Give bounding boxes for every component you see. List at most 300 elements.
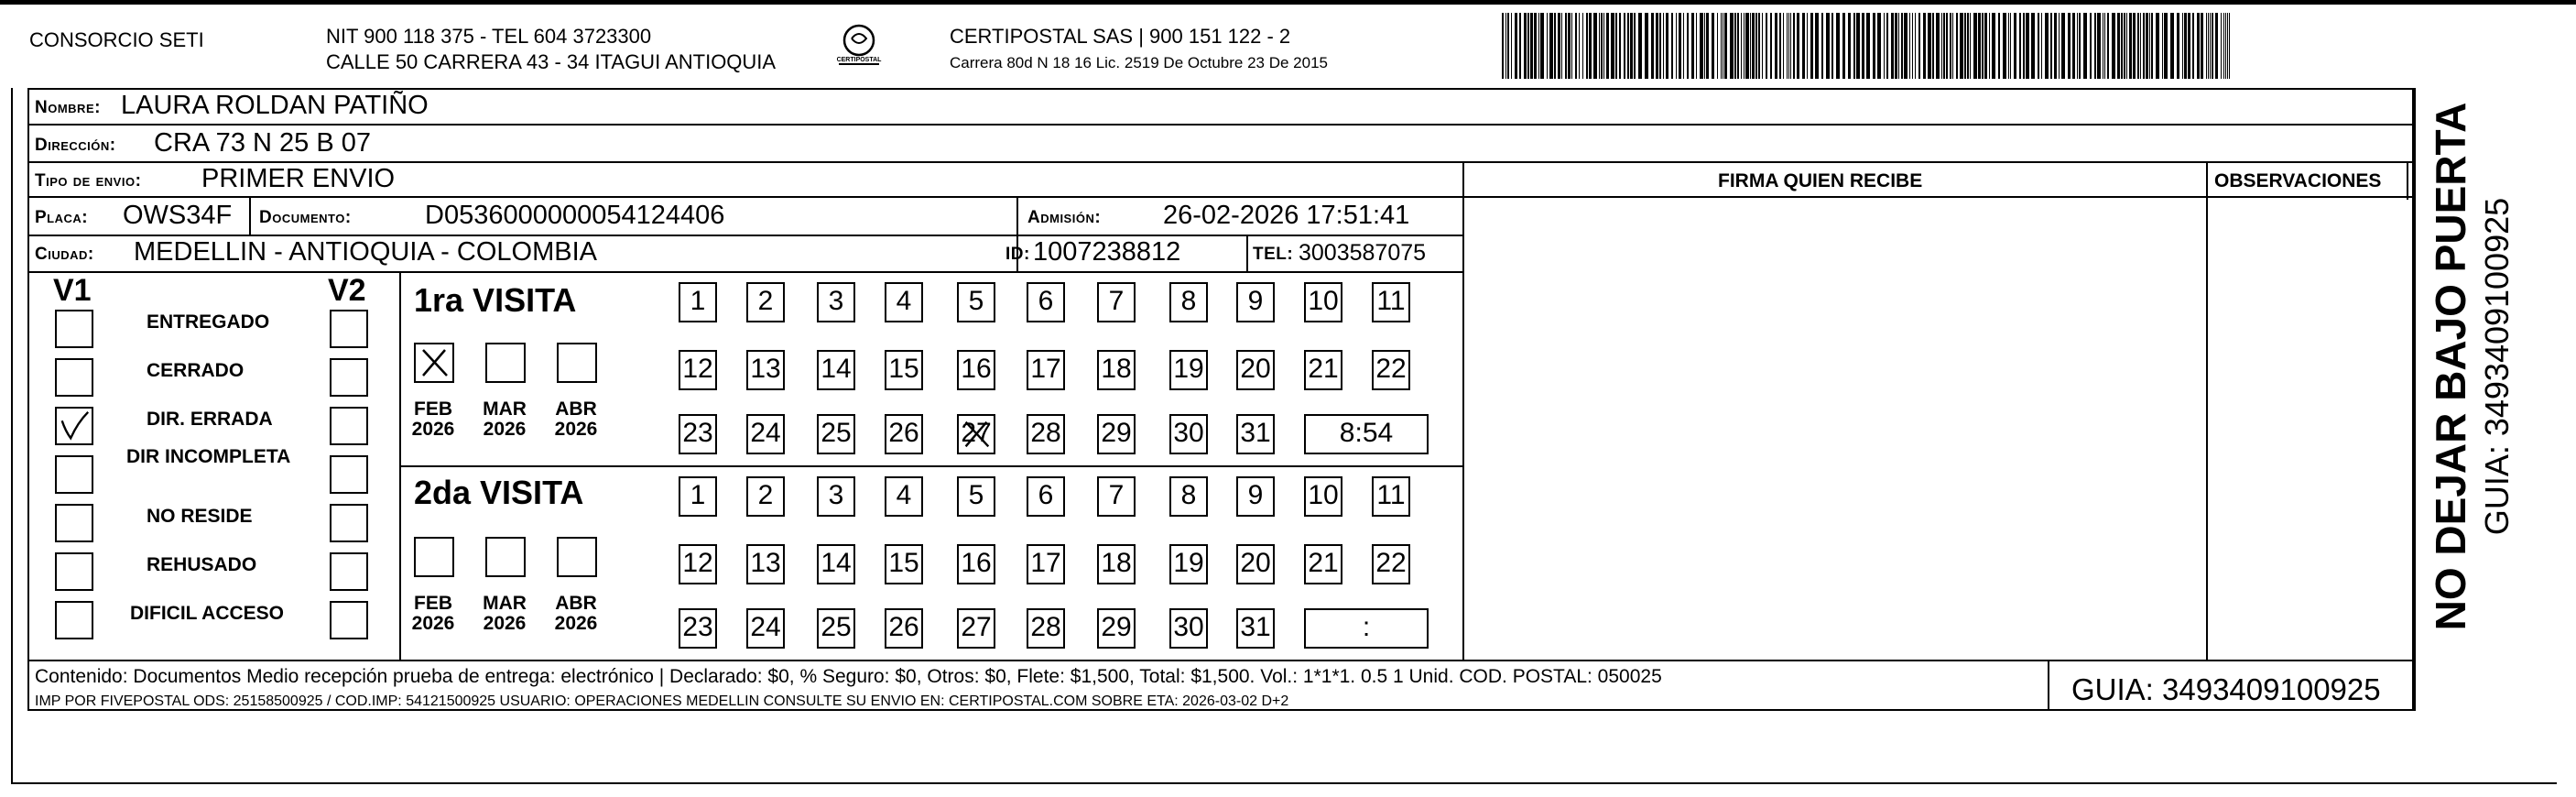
tel-value: 3003587075 <box>1299 240 1427 266</box>
barcode-bar <box>1663 13 1664 79</box>
barcode-bar <box>1534 13 1537 79</box>
barcode-bar <box>1744 13 1745 79</box>
barcode-bar <box>2182 13 2183 79</box>
barcode-bar <box>2129 13 2132 79</box>
v2-checkbox[interactable] <box>330 552 368 591</box>
barcode-bar <box>2143 13 2145 79</box>
day-box[interactable]: 22 <box>1372 350 1410 390</box>
barcode-bar <box>1606 13 1609 79</box>
barcode-bar <box>1790 13 1791 79</box>
barcode-bar <box>2210 13 2211 79</box>
day-box[interactable]: 15 <box>885 350 923 390</box>
barcode-bar <box>1807 13 1808 79</box>
v1-checkbox[interactable] <box>55 310 93 348</box>
day-box[interactable]: 29 <box>1097 414 1136 454</box>
placa-value: OWS34F <box>123 201 233 230</box>
barcode-bar <box>1866 13 1870 79</box>
barcode-bar <box>1797 13 1799 79</box>
barcode-bar <box>2059 13 2060 79</box>
side-guia: GUIA: 3493409100925 <box>2478 197 2516 536</box>
barcode-bar <box>1565 13 1567 79</box>
documento-label: Documento: <box>259 208 352 227</box>
barcode-bar <box>1973 13 1977 79</box>
day-box[interactable]: 3 <box>817 282 855 322</box>
barcode-bar <box>2149 13 2150 79</box>
admision-value: 26-02-2026 17:51:41 <box>1163 201 1410 230</box>
day-box[interactable]: 9 <box>1236 282 1275 322</box>
month-year: 2026 <box>483 613 527 635</box>
barcode-bar <box>1691 13 1694 79</box>
day-box[interactable]: 14 <box>817 350 855 390</box>
month-checkbox[interactable] <box>557 343 597 383</box>
day-box[interactable]: 30 <box>1169 608 1208 649</box>
nombre-label: Nombre: <box>35 98 101 117</box>
barcode-bar <box>1932 13 1934 79</box>
barcode-bar <box>2227 13 2228 79</box>
barcode-bar <box>1956 13 1958 79</box>
month-year: 2026 <box>483 419 527 441</box>
month-name: MAR <box>483 593 527 614</box>
day-box[interactable]: 26 <box>885 414 923 454</box>
v1-checkbox[interactable] <box>55 407 93 445</box>
day-box[interactable]: 25 <box>817 608 855 649</box>
logo-text: CERTIPOSTAL <box>836 57 882 63</box>
barcode-bar <box>1842 13 1845 79</box>
barcode-bar <box>1530 13 1533 79</box>
barcode-bar <box>1793 13 1795 79</box>
barcode-bar <box>1946 13 1948 79</box>
barcode-bar <box>2072 13 2075 79</box>
barcode-bar <box>1912 13 1913 79</box>
day-box[interactable]: 8 <box>1169 282 1208 322</box>
barcode-bar <box>1752 13 1755 79</box>
v1-checkbox[interactable] <box>55 552 93 591</box>
barcode-bar <box>1960 13 1963 79</box>
status-label: DIR INCOMPLETA <box>126 446 291 467</box>
barcode-bar <box>1601 13 1603 79</box>
barcode-bar <box>1884 13 1885 79</box>
barcode-bar <box>1831 13 1833 79</box>
barcode-bar <box>1853 13 1855 79</box>
barcode-bar <box>2068 13 2071 79</box>
barcode-bar <box>1586 13 1588 79</box>
barcode-bar <box>1967 13 1969 79</box>
barcode-bar <box>1984 13 1987 79</box>
month-checkbox[interactable] <box>557 537 597 577</box>
barcode-bar <box>1671 13 1673 79</box>
documento-value: D0536000000054124406 <box>425 201 725 230</box>
month-checkbox[interactable] <box>485 537 526 577</box>
day-box[interactable]: 13 <box>746 544 785 584</box>
barcode-bar <box>1923 13 1926 79</box>
day-box[interactable]: 28 <box>1027 414 1065 454</box>
barcode-bar <box>2104 13 2105 79</box>
barcode-bar <box>1599 13 1600 79</box>
barcode-bar <box>1676 13 1677 79</box>
barcode-bar <box>1770 13 1772 79</box>
day-box[interactable]: 16 <box>957 350 995 390</box>
month-label <box>546 594 606 634</box>
month-name: ABR <box>555 398 597 420</box>
day-box[interactable]: 12 <box>679 544 717 584</box>
day-box[interactable]: 11 <box>1372 282 1410 322</box>
month-name: FEB <box>414 593 452 614</box>
month-label <box>474 594 535 634</box>
barcode-bar <box>1836 13 1840 79</box>
barcode-bar <box>1645 13 1648 79</box>
day-box[interactable]: 6 <box>1027 476 1065 517</box>
barcode-bar <box>2137 13 2139 79</box>
day-box[interactable]: 25 <box>817 414 855 454</box>
barcode-bar <box>1700 13 1703 79</box>
day-box[interactable]: 11 <box>1372 476 1410 517</box>
barcode-bar <box>1901 13 1903 79</box>
barcode-bar <box>1936 13 1940 79</box>
barcode-bar <box>1683 13 1684 79</box>
barcode-bar <box>1679 13 1681 79</box>
barcode-bar <box>1575 13 1577 79</box>
day-box[interactable]: 27 <box>957 414 995 454</box>
barcode-bar <box>2188 13 2190 79</box>
v2-checkbox[interactable] <box>330 358 368 397</box>
ciudad-label: Ciudad: <box>35 245 94 264</box>
v1-checkbox[interactable] <box>55 601 93 639</box>
certipostal-line2: Carrera 80d N 18 16 Lic. 2519 De Octubre 23 De 2015 <box>950 54 1328 71</box>
day-box[interactable]: 17 <box>1027 350 1065 390</box>
barcode-bar <box>2212 13 2213 79</box>
barcode-bar <box>1538 13 1539 79</box>
day-box[interactable]: 15 <box>885 544 923 584</box>
barcode-bar <box>1730 13 1734 79</box>
day-box[interactable]: 4 <box>885 282 923 322</box>
barcode-bar <box>1877 13 1881 79</box>
barcode-bar <box>1750 13 1751 79</box>
barcode-bar <box>1527 13 1529 79</box>
no-dejar-bajo-puerta: NO DEJAR BAJO PUERTA <box>2427 102 2474 631</box>
month-year: 2026 <box>411 419 455 441</box>
barcode-bar <box>1898 13 1899 79</box>
barcode-bar <box>1928 13 1931 79</box>
barcode-bar <box>2156 13 2159 79</box>
tipo-envio-label: Tipo de envio: <box>35 171 142 191</box>
barcode-bar <box>2208 13 2209 79</box>
time-box[interactable]: 8:54 <box>1304 414 1429 454</box>
barcode-bar <box>2094 13 2096 79</box>
barcode-bar <box>1815 13 1819 79</box>
barcode-bar <box>1873 13 1875 79</box>
day-box[interactable]: 1 <box>679 476 717 517</box>
contenido-line: Contenido: Documentos Medio recepción prueba de entrega: electrónico | Declarado: $0, % Seguro: $0, Otros: $0, Flete: $1,500, Total: $1,500. Vol.: 1*1*1. 0.5 1 Unid. COD. POSTAL: 050025 <box>35 666 1662 687</box>
day-box[interactable]: 7 <box>1097 476 1136 517</box>
barcode-bar <box>1540 13 1544 79</box>
barcode-bar <box>1687 13 1689 79</box>
status-label: DIFICIL ACCESO <box>130 603 285 624</box>
barcode-bar <box>2126 13 2127 79</box>
barcode-bar <box>2090 13 2092 79</box>
barcode-bar <box>2206 13 2207 79</box>
barcode-bar <box>1659 13 1661 79</box>
day-box[interactable]: 1 <box>679 282 717 322</box>
barcode-bar <box>2061 13 2065 79</box>
day-box[interactable]: 31 <box>1236 414 1275 454</box>
barcode-bar <box>2177 13 2179 79</box>
barcode-bar <box>1561 13 1562 79</box>
month-year: 2026 <box>411 613 455 635</box>
month-name: MAR <box>483 398 527 420</box>
guia-footer: GUIA: 3493409100925 <box>2071 672 2381 706</box>
day-box[interactable]: 5 <box>957 282 995 322</box>
barcode-bar <box>2031 13 2035 79</box>
day-box[interactable]: 17 <box>1027 544 1065 584</box>
barcode-bar <box>2107 13 2109 79</box>
barcode-bar <box>2162 13 2163 79</box>
v2-checkbox[interactable] <box>330 455 368 494</box>
barcode-bar <box>1619 13 1621 79</box>
certipostal-line1: CERTIPOSTAL SAS | 900 151 122 - 2 <box>950 25 1291 48</box>
day-box[interactable]: 26 <box>885 608 923 649</box>
barcode-bar <box>1862 13 1864 79</box>
barcode-bar <box>2151 13 2153 79</box>
barcode-bar <box>1978 13 1981 79</box>
day-box[interactable]: 4 <box>885 476 923 517</box>
barcode-bar <box>1886 13 1888 79</box>
day-box[interactable]: 28 <box>1027 608 1065 649</box>
imp-line: IMP POR FIVEPOSTAL ODS: 25158500925 / COD.IMP: 54121500925 USUARIO: OPERACIONES MEDELLIN CONSULTE SU ENVIO EN: CERTIPOSTAL.COM SOBRE ETA: 2026-03-02 D+2 <box>35 693 1289 709</box>
month-label <box>403 399 463 440</box>
barcode-bar <box>2201 13 2203 79</box>
barcode-bar <box>2038 13 2039 79</box>
barcode-bar <box>1717 13 1718 79</box>
side-text <box>2425 92 2526 641</box>
barcode-bar <box>1615 13 1617 79</box>
barcode-bar <box>1611 13 1614 79</box>
barcode-bar <box>2026 13 2029 79</box>
barcode-bar <box>1524 13 1527 79</box>
day-box[interactable]: 2 <box>746 476 785 517</box>
barcode-bar <box>1634 13 1636 79</box>
day-box[interactable]: 27 <box>957 608 995 649</box>
barcode-bar <box>2225 13 2226 79</box>
barcode-bar <box>1712 13 1714 79</box>
barcode-bar <box>2215 13 2218 79</box>
barcode-bar <box>1989 13 1990 79</box>
day-box[interactable]: 18 <box>1097 544 1136 584</box>
month-checkbox[interactable] <box>414 537 454 577</box>
barcode-bar <box>2184 13 2187 79</box>
barcode-bar <box>1593 13 1597 79</box>
barcode-bar <box>1704 13 1705 79</box>
day-box[interactable]: 22 <box>1372 544 1410 584</box>
barcode-bar <box>1950 13 1951 79</box>
day-box[interactable]: 5 <box>957 476 995 517</box>
day-box[interactable]: 31 <box>1236 608 1275 649</box>
day-box[interactable]: 13 <box>746 350 785 390</box>
direccion-value: CRA 73 N 25 B 07 <box>154 128 371 158</box>
month-checkbox[interactable] <box>485 343 526 383</box>
day-box[interactable]: 10 <box>1304 282 1342 322</box>
barcode-bar <box>1821 13 1823 79</box>
status-label: REHUSADO <box>147 554 257 575</box>
time-box[interactable]: : <box>1304 608 1429 649</box>
barcode-bar <box>1507 13 1509 79</box>
day-box[interactable]: 24 <box>746 608 785 649</box>
day-box[interactable]: 30 <box>1169 414 1208 454</box>
month-name: ABR <box>555 593 597 614</box>
v2-label: V2 <box>328 273 366 308</box>
ciudad-value: MEDELLIN - ANTIOQUIA - COLOMBIA <box>134 237 597 267</box>
month-label <box>403 594 463 634</box>
barcode-bar <box>2079 13 2081 79</box>
barcode-bar <box>1734 13 1736 79</box>
barcode-bar <box>1992 13 1995 79</box>
day-box[interactable]: 18 <box>1097 350 1136 390</box>
barcode-bar <box>1549 13 1553 79</box>
day-box[interactable]: 20 <box>1236 544 1275 584</box>
month-name: FEB <box>414 398 452 420</box>
status-label: CERRADO <box>147 360 245 381</box>
barcode-bar <box>2019 13 2021 79</box>
month-year: 2026 <box>554 419 598 441</box>
barcode-bar <box>2121 13 2123 79</box>
status-label: DIR. ERRADA <box>147 409 273 430</box>
barcode-bar <box>1741 13 1742 79</box>
tel-label: TEL: <box>1253 245 1294 264</box>
barcode-bar <box>1638 13 1642 79</box>
v1-checkbox[interactable] <box>55 455 93 494</box>
barcode-bar <box>1970 13 1971 79</box>
v1-checkbox[interactable] <box>55 358 93 397</box>
day-box[interactable]: 23 <box>679 414 717 454</box>
barcode-bar <box>2014 13 2016 79</box>
day-box[interactable]: 21 <box>1304 350 1342 390</box>
barcode-bar <box>1891 13 1894 79</box>
v2-checkbox[interactable] <box>330 504 368 542</box>
barcode-bar <box>2117 13 2120 79</box>
day-box[interactable]: 14 <box>817 544 855 584</box>
day-box[interactable]: 19 <box>1169 544 1208 584</box>
month-year: 2026 <box>554 613 598 635</box>
barcode-bar <box>2041 13 2042 79</box>
barcode-bar <box>1515 13 1517 79</box>
month-checkbox[interactable] <box>414 343 454 383</box>
day-box[interactable]: 9 <box>1236 476 1275 517</box>
barcode-bar <box>2008 13 2009 79</box>
barcode-bar <box>1603 13 1604 79</box>
id-label: ID: <box>1005 245 1030 264</box>
barcode-bar <box>1656 13 1658 79</box>
barcode-bar <box>2023 13 2025 79</box>
barcode-bar <box>1904 13 1908 79</box>
day-box[interactable]: 21 <box>1304 544 1342 584</box>
barcode-bar <box>1696 13 1697 79</box>
day-box[interactable]: 19 <box>1169 350 1208 390</box>
barcode-bar <box>1848 13 1851 79</box>
barcode-bar <box>1941 13 1942 79</box>
barcode-bar <box>2229 13 2230 79</box>
barcode-bar <box>1775 13 1777 79</box>
barcode-bar <box>2003 13 2006 79</box>
status-label: ENTREGADO <box>147 311 270 333</box>
day-box[interactable]: 8 <box>1169 476 1208 517</box>
barcode-bar <box>1964 13 1966 79</box>
day-box[interactable]: 12 <box>679 350 717 390</box>
barcode-bar <box>1721 13 1722 79</box>
day-box[interactable]: 10 <box>1304 476 1342 517</box>
day-box[interactable]: 23 <box>679 608 717 649</box>
barcode-bar <box>1582 13 1583 79</box>
barcode-bar <box>1918 13 1920 79</box>
barcode-bar <box>2010 13 2011 79</box>
barcode-bar <box>1826 13 1830 79</box>
barcode-bar <box>2223 13 2224 79</box>
barcode-bar <box>2221 13 2222 79</box>
barcode-bar <box>1779 13 1781 79</box>
barcode-bar <box>1998 13 2000 79</box>
day-box[interactable]: 24 <box>746 414 785 454</box>
barcode-bar <box>1724 13 1727 79</box>
barcode-bar <box>2140 13 2141 79</box>
barcode-bar <box>1787 13 1788 79</box>
v1-checkbox[interactable] <box>55 504 93 542</box>
barcode-bar <box>1579 13 1580 79</box>
day-box[interactable]: 6 <box>1027 282 1065 322</box>
v1-label: V1 <box>53 273 92 308</box>
barcode-bar <box>2170 13 2174 79</box>
barcode-bar <box>1943 13 1945 79</box>
day-box[interactable]: 2 <box>746 282 785 322</box>
barcode-bar <box>1810 13 1813 79</box>
barcode-bar <box>1547 13 1548 79</box>
v2-checkbox[interactable] <box>330 601 368 639</box>
placa-label: Placa: <box>35 208 89 227</box>
barcode-bar <box>2192 13 2194 79</box>
barcode-bar <box>1630 13 1633 79</box>
day-box[interactable]: 3 <box>817 476 855 517</box>
barcode-bar <box>2112 13 2115 79</box>
barcode-bar <box>2097 13 2101 79</box>
barcode-bar <box>2197 13 2200 79</box>
id-value: 1007238812 <box>1033 237 1181 267</box>
direccion-label: Dirección: <box>35 136 116 155</box>
day-box[interactable]: 20 <box>1236 350 1275 390</box>
barcode-bar <box>1554 13 1556 79</box>
barcode-bar <box>1624 13 1625 79</box>
barcode-bar <box>1627 13 1629 79</box>
barcode-bar <box>1766 13 1767 79</box>
barcode-bar <box>1788 13 1789 79</box>
barcode-bar <box>1505 13 1506 79</box>
barcode-bar <box>1952 13 1953 79</box>
day-box[interactable]: 7 <box>1097 282 1136 322</box>
barcode-bar <box>2054 13 2057 79</box>
observaciones-header: OBSERVACIONES <box>2214 170 2382 191</box>
barcode-bar <box>1571 13 1572 79</box>
tipo-envio-value: PRIMER ENVIO <box>201 164 396 193</box>
barcode-bar <box>1745 13 1749 79</box>
barcode-bar <box>1783 13 1784 79</box>
barcode-bar <box>1568 13 1571 79</box>
firma-header: FIRMA QUIEN RECIBE <box>1718 170 1923 191</box>
barcode-bar <box>1762 13 1763 79</box>
nombre-value: LAURA ROLDAN PATIÑO <box>121 91 429 120</box>
v2-checkbox[interactable] <box>330 407 368 445</box>
barcode-bar <box>1519 13 1521 79</box>
barcode-bar <box>1651 13 1654 79</box>
v2-checkbox[interactable] <box>330 310 368 348</box>
barcode-bar <box>1511 13 1512 79</box>
day-box[interactable]: 16 <box>957 544 995 584</box>
day-box[interactable]: 29 <box>1097 608 1136 649</box>
